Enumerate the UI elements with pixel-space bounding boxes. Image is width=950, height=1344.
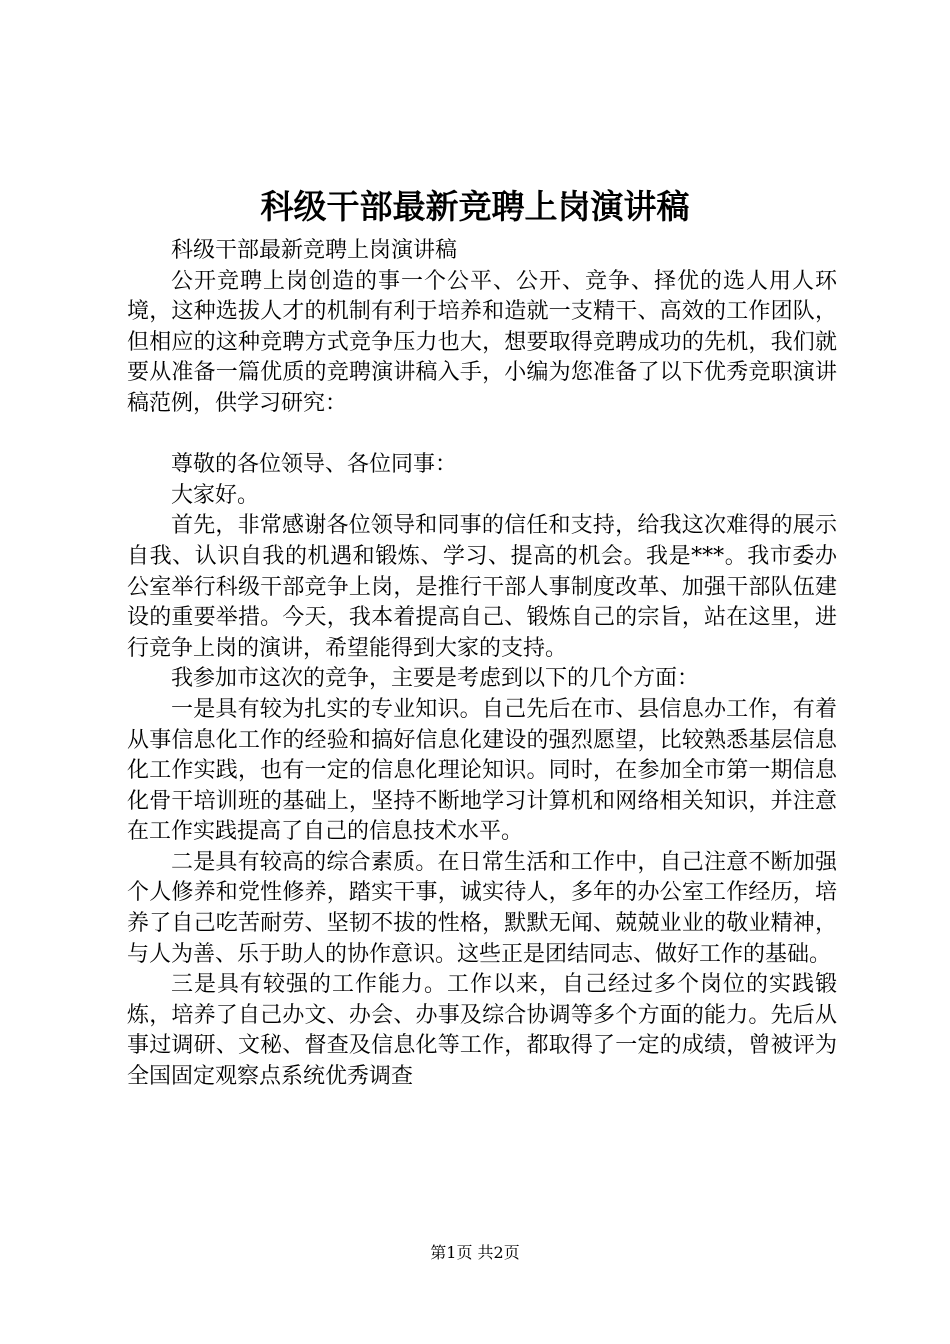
reason-three-paragraph: 三是具有较强的工作能力。工作以来，自己经过多个岗位的实践锻炼，培养了自己办文、办会、办事及综合协调等多个方面的能力。先后从事过调研、文秘、督查及信息化等工作，都取得了一定的成绩，曾被评为全国固定观察点系统优秀调查 [127, 972, 837, 1090]
intro-paragraph: 公开竞聘上岗创造的事一个公平、公开、竞争、择优的选人用人环境，这种选拔人才的机制有利于培养和造就一支精干、高效的工作团队，但相应的这种竞聘方式竞争压力也大，想要取得竞聘成功的先机，我们就要从准备一篇优质的竞聘演讲稿入手，小编为您准备了以下优秀竞职演讲稿范例，供学习研究： [127, 268, 837, 416]
page-footer: 第1页 共2页 [430, 1243, 520, 1262]
opening-paragraph: 首先，非常感谢各位领导和同事的信任和支持，给我这次难得的展示自我、认识自我的机遇和锻炼、学习、提高的机会。我是***。我市委办公室举行科级干部竞争上岗，是推行干部人事制度改革、加强干部队伍建设的重要举措。今天，我本着提高自己、锻炼自己的宗旨，站在这里，进行竞争上岗的演讲，希望能得到大家的支持。 [127, 513, 837, 661]
reason-two-paragraph: 二是具有较高的综合素质。在日常生活和工作中，自己注意不断加强个人修养和党性修养，踏实干事，诚实待人，多年的办公室工作经历，培养了自己吃苦耐劳、坚韧不拔的性格，默默无闻、兢兢业业的敬业精神，与人为善、乐于助人的协作意识。这些正是团结同志、做好工作的基础。 [127, 849, 837, 967]
reasons-intro-paragraph: 我参加市这次的竞争，主要是考虑到以下的几个方面： [171, 666, 700, 692]
document-body [127, 236, 837, 1093]
document-title: 科级干部最新竞聘上岗演讲稿 [260, 187, 690, 226]
salutation-paragraph: 尊敬的各位领导、各位同事： [171, 452, 458, 478]
blank-line [127, 420, 837, 451]
subtitle-paragraph: 科级干部最新竞聘上岗演讲稿 [171, 238, 458, 263]
greeting-paragraph: 大家好。 [171, 482, 260, 508]
reason-one-paragraph: 一是具有较为扎实的专业知识。自己先后在市、县信息办工作，有着从事信息化工作的经验和搞好信息化建设的强烈愿望，比较熟悉基层信息化工作实践，也有一定的信息化理论知识。同时，在参加全市第一期信息化骨干培训班的基础上，坚持不断地学习计算机和网络相关知识，并注意在工作实践提高了自己的信息技术水平。 [127, 696, 837, 845]
